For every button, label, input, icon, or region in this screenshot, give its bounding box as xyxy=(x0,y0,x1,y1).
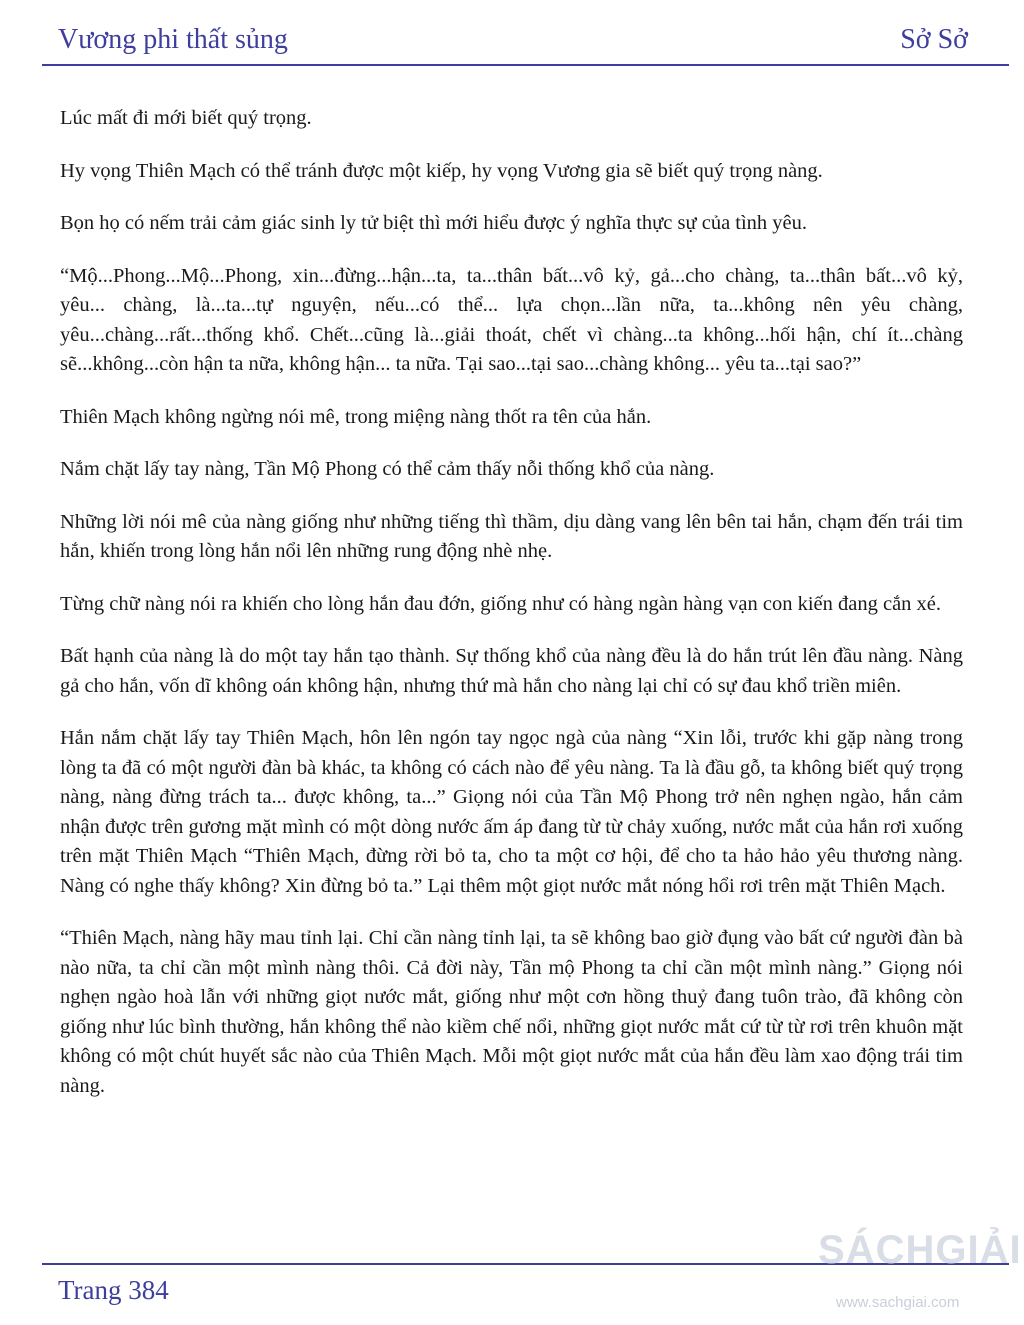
paragraph: Bọn họ có nếm trải cảm giác sinh ly tử biệt thì mới hiểu được ý nghĩa thực sự của tình yêu. xyxy=(60,212,808,234)
watermark-logo: SÁCHGIẢI xyxy=(818,1228,1022,1272)
header-divider xyxy=(42,64,1009,66)
paragraph: “Thiên Mạch, nàng hãy mau tỉnh lại. Chỉ cần nàng tỉnh lại, ta sẽ không bao giờ đụng vào bất cứ người đàn bà nào nữa, ta chỉ cần một mình nàng thôi. Cả đời này, Tần mộ Phong ta chỉ cần một mình nàng.” Giọng nói nghẹn ngào hoà lẫn với những giọt nước mắt, giống như một cơn hồng thuỷ đang tuôn trào, đã không còn giống như lúc bình thường, hắn không thể nào kiềm chế nổi, những giọt nước mắt cứ từ từ rơi trên khuôn mặt không có một chút huyết sắc nào của Thiên Mạch. Mỗi một giọt nước mắt của hắn đều làm xao động trái tim nàng. xyxy=(60,927,963,1097)
paragraph: Hy vọng Thiên Mạch có thể tránh được một kiếp, hy vọng Vương gia sẽ biết quý trọng nàng. xyxy=(60,159,823,182)
watermark-url: www.sachgiai.com xyxy=(836,1294,960,1311)
paragraph: Từng chữ nàng nói ra khiến cho lòng hắn đau đớn, giống như có hàng ngàn hàng vạn con kiến đang cắn xé. xyxy=(60,592,942,615)
page-body xyxy=(60,104,963,1124)
paragraph: “Mộ...Phong...Mộ...Phong, xin...đừng...hận...ta, ta...thân bất...vô kỷ, gả...cho chàng, ta...thân bất...vô kỷ, yêu... chàng, là...ta...tự nguyện, nếu...có thể... lựa chọn...lần nữa, ta...không nên yêu chàng, yêu...chàng...rất...thống khổ. Chết...cũng là...giải thoát, chết vì chàng...ta không...hối hận, chí ít...chàng sẽ...không...còn hận ta nữa, không hận... ta nữa. Tại sao...tại sao...chàng không... yêu ta...tại sao?” xyxy=(60,264,963,375)
paragraph: Hắn nắm chặt lấy tay Thiên Mạch, hôn lên ngón tay ngọc ngà của nàng “Xin lỗi, trước khi gặp nàng trong lòng ta đã có một người đàn bà khác, ta không có cách nào để yêu nàng. Ta là đầu gỗ, ta không biết quý trọng nàng, nàng đừng trách ta... được không, ta...” Giọng nói của Tần Mộ Phong trở nên nghẹn ngào, hắn cảm nhận được trên gương mặt mình có một dòng nước ấm áp đang từ từ chảy xuống, nước mắt của hắn rơi xuống trên mặt Thiên Mạch “Thiên Mạch, đừng rời bỏ ta, cho ta một cơ hội, để cho ta hảo hảo yêu thương nàng. Nàng có nghe thấy không? Xin đừng bỏ ta.” Lại thêm một giọt nước mắt nóng hổi rơi trên mặt Thiên Mạch. xyxy=(60,727,963,897)
book-title: Vương phi thất sủng xyxy=(58,24,288,55)
watermark xyxy=(818,1228,1022,1320)
author-name: Sở Sở xyxy=(900,24,968,55)
paragraph: Bất hạnh của nàng là do một tay hắn tạo thành. Sự thống khổ của nàng đều là do hắn trút lên đầu nàng. Nàng gả cho hắn, vốn dĩ không oán không hận, nhưng thứ mà hắn cho nàng lại chỉ có sự đau khổ triền miên. xyxy=(60,645,963,697)
paragraph: Những lời nói mê của nàng giống như những tiếng thì thầm, dịu dàng vang lên bên tai hắn, chạm đến trái tim hắn, khiến trong lòng hắn nổi lên những rung động nhè nhẹ. xyxy=(60,510,963,562)
paragraph: Lúc mất đi mới biết quý trọng. xyxy=(60,107,312,129)
paragraph: Thiên Mạch không ngừng nói mê, trong miệng nàng thốt ra tên của hắn. xyxy=(60,405,652,428)
page-number: Trang 384 xyxy=(58,1275,169,1305)
paragraph: Nắm chặt lấy tay nàng, Tần Mộ Phong có thể cảm thấy nỗi thống khổ của nàng. xyxy=(60,458,715,480)
